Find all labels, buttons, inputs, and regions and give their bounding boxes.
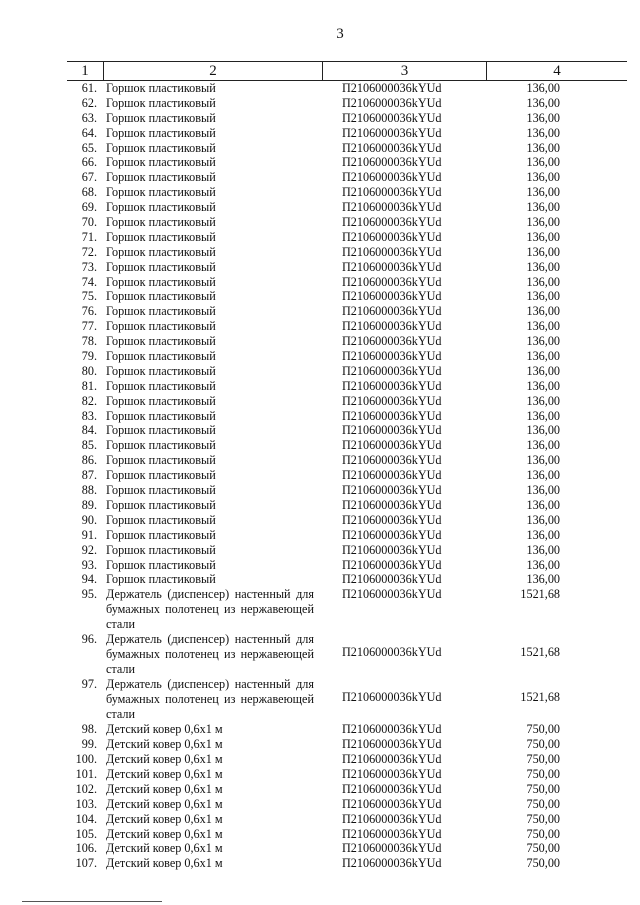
item-price: 750,00 bbox=[526, 752, 560, 767]
item-code: П2106000036kYUd bbox=[342, 259, 442, 274]
item-name: Горшок пластиковый bbox=[106, 125, 216, 140]
row-number: 82. bbox=[81, 393, 97, 408]
item-code: П2106000036kYUd bbox=[342, 244, 442, 259]
item-code: П2106000036kYUd bbox=[342, 856, 442, 871]
row-number: 76. bbox=[81, 304, 97, 319]
item-price: 136,00 bbox=[526, 453, 560, 468]
item-name: Горшок пластиковый bbox=[106, 274, 216, 289]
item-name: Детский ковер 0,6x1 м bbox=[106, 811, 223, 826]
item-code: П2106000036kYUd bbox=[342, 811, 442, 826]
item-name: Детский ковер 0,6x1 м bbox=[106, 737, 223, 752]
row-number: 105. bbox=[75, 826, 97, 841]
item-code: П2106000036kYUd bbox=[342, 542, 442, 557]
item-price: 750,00 bbox=[526, 856, 560, 871]
table-row bbox=[67, 319, 627, 334]
table-row bbox=[67, 677, 627, 722]
row-number: 96. bbox=[81, 632, 97, 647]
table-row bbox=[67, 423, 627, 438]
row-number: 87. bbox=[81, 468, 97, 483]
table-row bbox=[67, 334, 627, 349]
table-row bbox=[67, 468, 627, 483]
table-row bbox=[67, 185, 627, 200]
table-row bbox=[67, 245, 627, 260]
row-number: 99. bbox=[81, 737, 97, 752]
item-name: Горшок пластиковый bbox=[106, 527, 216, 542]
item-name: Горшок пластиковый bbox=[106, 200, 216, 215]
item-price: 136,00 bbox=[526, 363, 560, 378]
item-price: 136,00 bbox=[526, 304, 560, 319]
item-code: П2106000036kYUd bbox=[342, 319, 442, 334]
item-name: Держатель (диспенсер) настенный для бумажных полотенец из нержавеющей стали bbox=[106, 677, 314, 722]
item-name: Горшок пластиковый bbox=[106, 304, 216, 319]
table-row bbox=[67, 155, 627, 170]
table-row bbox=[67, 200, 627, 215]
header-col-1: 1 bbox=[81, 63, 89, 79]
row-number: 79. bbox=[81, 349, 97, 364]
item-code: П2106000036kYUd bbox=[342, 557, 442, 572]
item-name: Горшок пластиковый bbox=[106, 319, 216, 334]
item-code: П2106000036kYUd bbox=[342, 841, 442, 856]
row-number: 61. bbox=[81, 81, 97, 95]
row-number: 98. bbox=[81, 722, 97, 737]
row-number: 72. bbox=[81, 244, 97, 259]
row-number: 62. bbox=[81, 95, 97, 110]
row-number: 69. bbox=[81, 200, 97, 215]
item-code: П2106000036kYUd bbox=[342, 215, 442, 230]
item-name: Горшок пластиковый bbox=[106, 289, 216, 304]
row-number: 97. bbox=[81, 677, 97, 692]
item-name: Горшок пластиковый bbox=[106, 438, 216, 453]
table-row bbox=[67, 126, 627, 141]
item-price: 1521,68 bbox=[520, 690, 560, 705]
table-row bbox=[67, 812, 627, 827]
item-code: П2106000036kYUd bbox=[342, 334, 442, 349]
item-price: 136,00 bbox=[526, 125, 560, 140]
item-code: П2106000036kYUd bbox=[342, 752, 442, 767]
table-row bbox=[67, 379, 627, 394]
item-price: 136,00 bbox=[526, 349, 560, 364]
item-price: 136,00 bbox=[526, 393, 560, 408]
row-number: 80. bbox=[81, 363, 97, 378]
row-number: 88. bbox=[81, 483, 97, 498]
table-row bbox=[67, 543, 627, 558]
item-price: 750,00 bbox=[526, 811, 560, 826]
item-name: Детский ковер 0,6x1 м bbox=[106, 796, 223, 811]
item-price: 136,00 bbox=[526, 274, 560, 289]
item-price: 750,00 bbox=[526, 841, 560, 856]
row-number: 70. bbox=[81, 215, 97, 230]
item-price: 750,00 bbox=[526, 722, 560, 737]
item-price: 750,00 bbox=[526, 781, 560, 796]
row-number: 94. bbox=[81, 572, 97, 587]
table-row bbox=[67, 215, 627, 230]
row-number: 78. bbox=[81, 334, 97, 349]
item-code: П2106000036kYUd bbox=[342, 690, 442, 705]
item-price: 136,00 bbox=[526, 229, 560, 244]
table-header bbox=[67, 61, 627, 81]
item-price: 136,00 bbox=[526, 110, 560, 125]
item-code: П2106000036kYUd bbox=[342, 140, 442, 155]
row-number: 100. bbox=[75, 752, 97, 767]
item-price: 136,00 bbox=[526, 289, 560, 304]
item-code: П2106000036kYUd bbox=[342, 393, 442, 408]
row-number: 66. bbox=[81, 155, 97, 170]
item-name: Горшок пластиковый bbox=[106, 512, 216, 527]
item-price: 136,00 bbox=[526, 215, 560, 230]
item-name: Горшок пластиковый bbox=[106, 557, 216, 572]
item-code: П2106000036kYUd bbox=[342, 423, 442, 438]
item-price: 136,00 bbox=[526, 170, 560, 185]
header-col-3: 3 bbox=[400, 63, 409, 79]
item-code: П2106000036kYUd bbox=[342, 95, 442, 110]
table-row bbox=[67, 453, 627, 468]
row-number: 73. bbox=[81, 259, 97, 274]
table-row bbox=[67, 827, 627, 842]
row-number: 68. bbox=[81, 185, 97, 200]
table-row bbox=[67, 289, 627, 304]
item-price: 136,00 bbox=[526, 81, 560, 95]
item-name: Горшок пластиковый bbox=[106, 497, 216, 512]
item-price: 136,00 bbox=[526, 483, 560, 498]
item-price: 750,00 bbox=[526, 737, 560, 752]
item-code: П2106000036kYUd bbox=[342, 229, 442, 244]
item-code: П2106000036kYUd bbox=[342, 483, 442, 498]
table-row bbox=[67, 752, 627, 767]
table-row bbox=[67, 364, 627, 379]
row-number: 101. bbox=[75, 766, 97, 781]
item-code: П2106000036kYUd bbox=[342, 438, 442, 453]
item-name: Горшок пластиковый bbox=[106, 378, 216, 393]
item-name: Горшок пластиковый bbox=[106, 572, 216, 587]
row-number: 67. bbox=[81, 170, 97, 185]
item-name: Горшок пластиковый bbox=[106, 81, 216, 95]
item-price: 136,00 bbox=[526, 438, 560, 453]
row-number: 93. bbox=[81, 557, 97, 572]
footer-rule bbox=[22, 901, 162, 902]
item-code: П2106000036kYUd bbox=[342, 289, 442, 304]
item-price: 1521,68 bbox=[520, 645, 560, 660]
item-code: П2106000036kYUd bbox=[342, 468, 442, 483]
item-price: 136,00 bbox=[526, 200, 560, 215]
table-row bbox=[67, 96, 627, 111]
row-number: 102. bbox=[75, 781, 97, 796]
item-name: Горшок пластиковый bbox=[106, 453, 216, 468]
table-row bbox=[67, 767, 627, 782]
table-row bbox=[67, 841, 627, 856]
item-code: П2106000036kYUd bbox=[342, 110, 442, 125]
header-col-2: 2 bbox=[209, 63, 217, 79]
item-name: Детский ковер 0,6x1 м bbox=[106, 766, 223, 781]
row-number: 84. bbox=[81, 423, 97, 438]
item-price: 136,00 bbox=[526, 572, 560, 587]
item-name: Горшок пластиковый bbox=[106, 363, 216, 378]
table-row bbox=[67, 737, 627, 752]
table-row bbox=[67, 528, 627, 543]
item-code: П2106000036kYUd bbox=[342, 81, 442, 95]
row-number: 83. bbox=[81, 408, 97, 423]
header-col-4: 4 bbox=[553, 63, 561, 79]
item-name: Горшок пластиковый bbox=[106, 185, 216, 200]
row-number: 63. bbox=[81, 110, 97, 125]
item-code: П2106000036kYUd bbox=[342, 781, 442, 796]
item-name: Горшок пластиковый bbox=[106, 408, 216, 423]
item-name: Горшок пластиковый bbox=[106, 155, 216, 170]
item-code: П2106000036kYUd bbox=[342, 185, 442, 200]
item-name: Горшок пластиковый bbox=[106, 170, 216, 185]
row-number: 74. bbox=[81, 274, 97, 289]
item-price: 136,00 bbox=[526, 319, 560, 334]
row-number: 89. bbox=[81, 497, 97, 512]
item-code: П2106000036kYUd bbox=[342, 796, 442, 811]
page-number: 3 bbox=[336, 26, 344, 42]
row-number: 92. bbox=[81, 542, 97, 557]
item-price: 136,00 bbox=[526, 557, 560, 572]
item-code: П2106000036kYUd bbox=[342, 453, 442, 468]
item-code: П2106000036kYUd bbox=[342, 512, 442, 527]
item-name: Детский ковер 0,6x1 м bbox=[106, 856, 223, 871]
item-code: П2106000036kYUd bbox=[342, 645, 442, 660]
item-price: 1521,68 bbox=[520, 587, 560, 602]
table-row bbox=[67, 304, 627, 319]
table-row bbox=[67, 409, 627, 424]
item-price: 750,00 bbox=[526, 826, 560, 841]
item-code: П2106000036kYUd bbox=[342, 737, 442, 752]
row-number: 71. bbox=[81, 229, 97, 244]
item-price: 136,00 bbox=[526, 423, 560, 438]
table-row bbox=[67, 558, 627, 573]
table-row bbox=[67, 498, 627, 513]
item-price: 136,00 bbox=[526, 408, 560, 423]
item-code: П2106000036kYUd bbox=[342, 826, 442, 841]
row-number: 106. bbox=[75, 841, 97, 856]
item-code: П2106000036kYUd bbox=[342, 170, 442, 185]
table-row bbox=[67, 483, 627, 498]
item-name: Горшок пластиковый bbox=[106, 244, 216, 259]
item-code: П2106000036kYUd bbox=[342, 587, 442, 602]
table-row bbox=[67, 797, 627, 812]
row-number: 81. bbox=[81, 378, 97, 393]
item-name: Держатель (диспенсер) настенный для бумажных полотенец из нержавеющей стали bbox=[106, 632, 314, 677]
item-name: Горшок пластиковый bbox=[106, 468, 216, 483]
table-row bbox=[67, 438, 627, 453]
item-name: Горшок пластиковый bbox=[106, 110, 216, 125]
item-name: Горшок пластиковый bbox=[106, 334, 216, 349]
item-name: Горшок пластиковый bbox=[106, 349, 216, 364]
table-row bbox=[67, 513, 627, 528]
item-name: Детский ковер 0,6x1 м bbox=[106, 841, 223, 856]
item-name: Детский ковер 0,6x1 м bbox=[106, 826, 223, 841]
row-number: 65. bbox=[81, 140, 97, 155]
item-price: 136,00 bbox=[526, 497, 560, 512]
table-row bbox=[67, 572, 627, 587]
row-number: 90. bbox=[81, 512, 97, 527]
table-body bbox=[67, 81, 627, 871]
table-row bbox=[67, 81, 627, 96]
item-name: Держатель (диспенсер) настенный для бумажных полотенец из нержавеющей стали bbox=[106, 587, 314, 632]
item-price: 136,00 bbox=[526, 527, 560, 542]
item-code: П2106000036kYUd bbox=[342, 200, 442, 215]
item-name: Горшок пластиковый bbox=[106, 215, 216, 230]
item-name: Детский ковер 0,6x1 м bbox=[106, 722, 223, 737]
row-number: 95. bbox=[81, 587, 97, 602]
table-row bbox=[67, 170, 627, 185]
item-code: П2106000036kYUd bbox=[342, 155, 442, 170]
table-row bbox=[67, 141, 627, 156]
row-number: 86. bbox=[81, 453, 97, 468]
item-code: П2106000036kYUd bbox=[342, 349, 442, 364]
table-row bbox=[67, 260, 627, 275]
row-number: 77. bbox=[81, 319, 97, 334]
item-price: 136,00 bbox=[526, 140, 560, 155]
item-name: Детский ковер 0,6x1 м bbox=[106, 781, 223, 796]
item-price: 136,00 bbox=[526, 259, 560, 274]
item-price: 136,00 bbox=[526, 468, 560, 483]
row-number: 64. bbox=[81, 125, 97, 140]
table-row bbox=[67, 856, 627, 871]
item-code: П2106000036kYUd bbox=[342, 497, 442, 512]
table-row bbox=[67, 230, 627, 245]
item-code: П2106000036kYUd bbox=[342, 408, 442, 423]
row-number: 91. bbox=[81, 527, 97, 542]
row-number: 103. bbox=[75, 796, 97, 811]
item-name: Горшок пластиковый bbox=[106, 393, 216, 408]
table-row bbox=[67, 394, 627, 409]
item-code: П2106000036kYUd bbox=[342, 363, 442, 378]
item-name: Горшок пластиковый bbox=[106, 140, 216, 155]
item-price: 750,00 bbox=[526, 796, 560, 811]
item-price: 136,00 bbox=[526, 185, 560, 200]
item-code: П2106000036kYUd bbox=[342, 304, 442, 319]
item-price: 136,00 bbox=[526, 155, 560, 170]
table-row bbox=[67, 632, 627, 677]
item-name: Горшок пластиковый bbox=[106, 423, 216, 438]
item-name: Горшок пластиковый bbox=[106, 259, 216, 274]
item-name: Горшок пластиковый bbox=[106, 483, 216, 498]
item-code: П2106000036kYUd bbox=[342, 722, 442, 737]
row-number: 107. bbox=[75, 856, 97, 871]
item-code: П2106000036kYUd bbox=[342, 527, 442, 542]
table-row bbox=[67, 111, 627, 126]
row-number: 104. bbox=[75, 811, 97, 826]
item-name: Горшок пластиковый bbox=[106, 95, 216, 110]
item-price: 136,00 bbox=[526, 244, 560, 259]
item-name: Горшок пластиковый bbox=[106, 229, 216, 244]
item-price: 136,00 bbox=[526, 95, 560, 110]
item-code: П2106000036kYUd bbox=[342, 572, 442, 587]
table-row bbox=[67, 587, 627, 632]
item-price: 136,00 bbox=[526, 542, 560, 557]
item-name: Детский ковер 0,6x1 м bbox=[106, 752, 223, 767]
table-row bbox=[67, 275, 627, 290]
row-number: 75. bbox=[81, 289, 97, 304]
item-price: 136,00 bbox=[526, 334, 560, 349]
item-code: П2106000036kYUd bbox=[342, 274, 442, 289]
item-code: П2106000036kYUd bbox=[342, 766, 442, 781]
item-name: Горшок пластиковый bbox=[106, 542, 216, 557]
item-price: 750,00 bbox=[526, 766, 560, 781]
table-row bbox=[67, 349, 627, 364]
item-code: П2106000036kYUd bbox=[342, 378, 442, 393]
row-number: 85. bbox=[81, 438, 97, 453]
table-row bbox=[67, 782, 627, 797]
item-price: 136,00 bbox=[526, 512, 560, 527]
item-price: 136,00 bbox=[526, 378, 560, 393]
item-code: П2106000036kYUd bbox=[342, 125, 442, 140]
table-row bbox=[67, 722, 627, 737]
